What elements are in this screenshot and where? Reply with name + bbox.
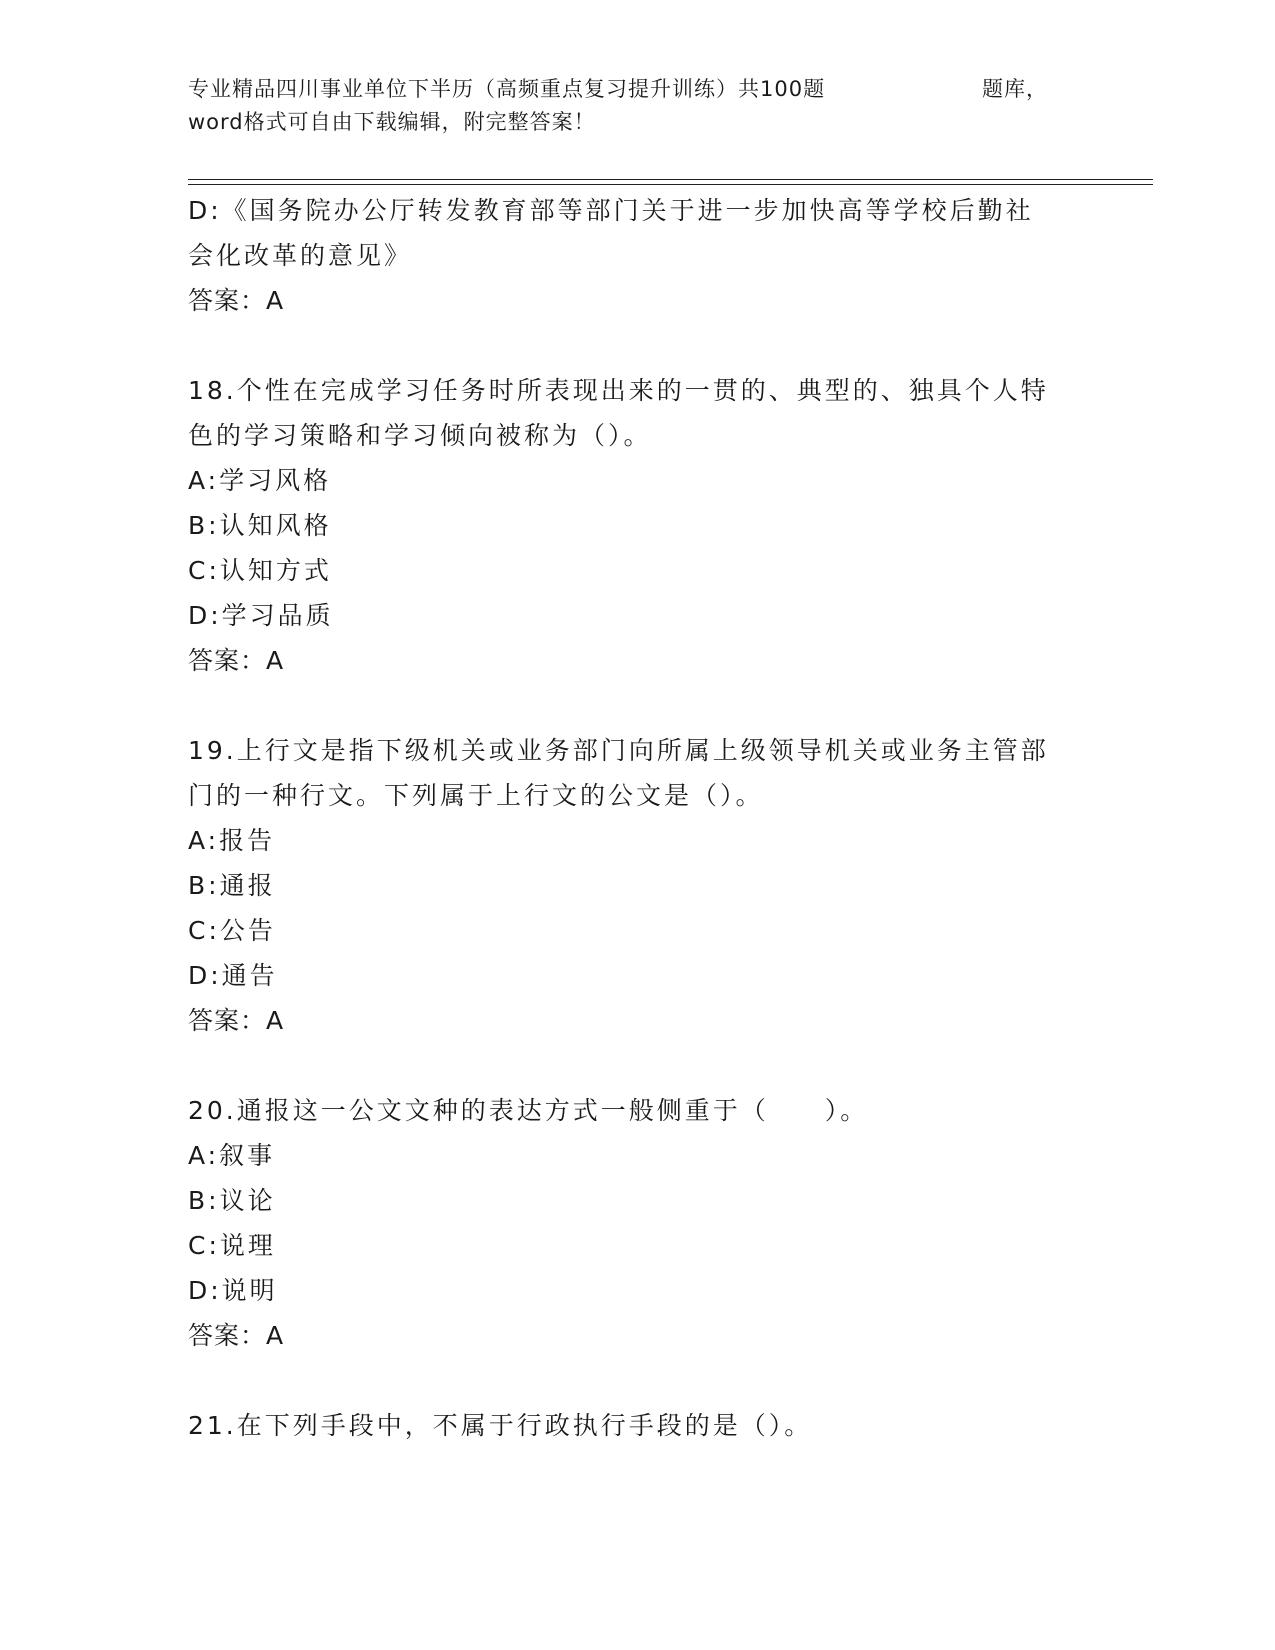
document-body xyxy=(188,188,1088,1448)
option-b: B:认知风格 xyxy=(188,511,332,540)
option-a: A:学习风格 xyxy=(188,466,332,495)
question-stem-continued: 色的学习策略和学习倾向被称为（）。 xyxy=(188,421,652,450)
page-header xyxy=(188,73,1048,139)
option-c: C:说理 xyxy=(188,1231,276,1260)
option-d: D:《国务院办公厅转发教育部等部门关于进一步加快高等学校后勤社 xyxy=(188,196,1034,225)
option-b: B:议论 xyxy=(188,1186,276,1215)
option-d: D:学习品质 xyxy=(188,601,334,630)
option-c: C:公告 xyxy=(188,916,276,945)
header-title-suffix: 题库， xyxy=(982,77,1048,101)
question-21 xyxy=(188,1403,1088,1448)
question-stem: 19.上行文是指下级机关或业务部门向所属上级领导机关或业务主管部 xyxy=(188,736,1049,765)
header-line-1 xyxy=(188,73,1048,106)
option-b: B:通报 xyxy=(188,871,276,900)
option-a: A:报告 xyxy=(188,826,276,855)
option-a: A:叙事 xyxy=(188,1141,276,1170)
question-stem: 18.个性在完成学习任务时所表现出来的一贯的、典型的、独具个人特 xyxy=(188,376,1049,405)
question-stem: 21.在下列手段中，不属于行政执行手段的是（）。 xyxy=(188,1411,813,1440)
answer: 答案：A xyxy=(188,1321,285,1350)
answer: 答案：A xyxy=(188,286,285,315)
option-d: D:通告 xyxy=(188,961,278,990)
question-stem: 20.通报这一公文文种的表达方式一般侧重于（ ）。 xyxy=(188,1096,869,1125)
header-divider xyxy=(188,179,1153,185)
option-d-continued: 会化改革的意见》 xyxy=(188,241,413,270)
question-stem-continued: 门的一种行文。下列属于上行文的公文是（）。 xyxy=(188,781,764,810)
previous-question-tail xyxy=(188,188,1088,323)
answer: 答案：A xyxy=(188,1006,285,1035)
header-title: 专业精品四川事业单位下半历（高频重点复习提升训练）共100题 xyxy=(188,77,826,101)
question-19 xyxy=(188,728,1088,1043)
option-d: D:说明 xyxy=(188,1276,278,1305)
question-20 xyxy=(188,1088,1088,1358)
option-c: C:认知方式 xyxy=(188,556,332,585)
answer: 答案：A xyxy=(188,646,285,675)
question-18 xyxy=(188,368,1088,683)
header-subtitle: word格式可自由下载编辑，附完整答案！ xyxy=(188,110,596,134)
